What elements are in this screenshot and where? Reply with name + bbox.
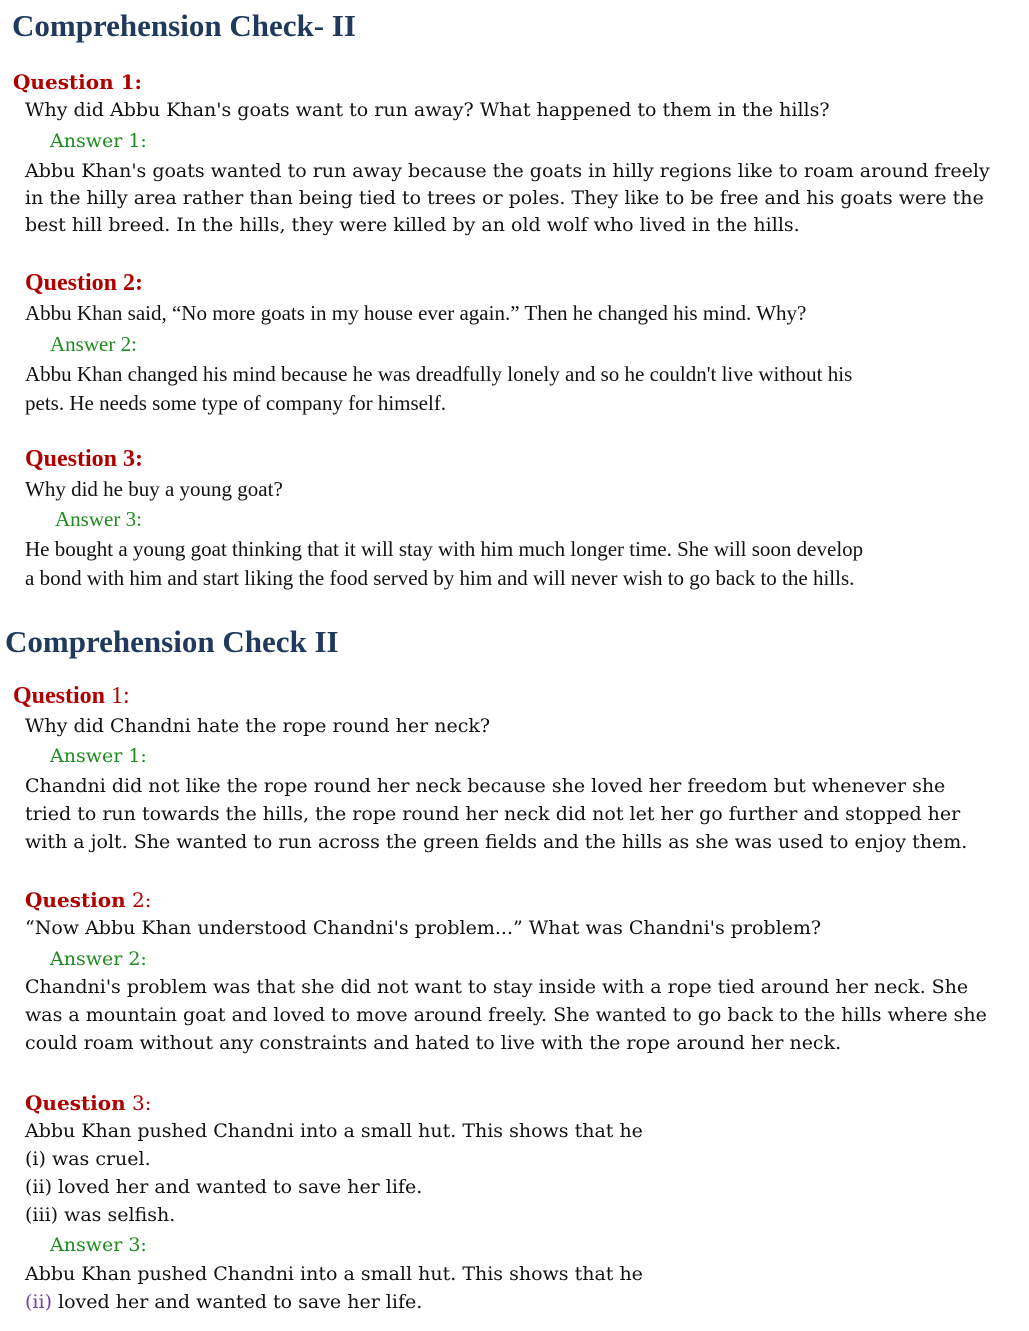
- s1-question-2-label: Question 2:: [25, 270, 144, 296]
- s1-answer-1-line-3: best hill breed. In the hills, they were killed by an old wolf who lived in the hills.: [25, 214, 800, 236]
- s1-question-1-label: Question 1:: [13, 70, 142, 94]
- s1-answer-2-line-2: pets. He needs some type of company for himself.: [25, 391, 447, 415]
- s1-answer-1-line-2: in the hilly area rather than being tied to trees or poles. They like to be free and his goats were the: [25, 187, 984, 209]
- s2-question-3-option-2: (ii) loved her and wanted to save her life.: [25, 1176, 423, 1198]
- s2-answer-2-line-3: could roam without any constraints and hated to live with the rope around her neck.: [25, 1032, 842, 1054]
- s2-question-2-label-num: 2:: [125, 888, 152, 912]
- s2-answer-3-option-mark: (ii): [25, 1291, 52, 1313]
- s2-answer-3-line-2: [25, 1291, 422, 1313]
- s2-question-1-label-num: 1:: [105, 683, 130, 709]
- s2-question-3-label: [25, 1091, 152, 1115]
- s2-question-2-label: [25, 888, 152, 912]
- s2-question-1-label: [13, 683, 130, 710]
- s1-answer-2-line-1: Abbu Khan changed his mind because he was dreadfully lonely and so he couldn't live without his: [25, 362, 853, 386]
- s2-question-3-option-1: (i) was cruel.: [25, 1148, 151, 1170]
- s2-question-1-label-word: Question: [13, 683, 106, 709]
- s2-question-3-line-1: Abbu Khan pushed Chandni into a small hut. This shows that he: [25, 1120, 643, 1142]
- s2-question-3-label-word: Question: [25, 1091, 126, 1115]
- s2-answer-3-option-text: loved her and wanted to save her life.: [51, 1291, 423, 1313]
- s2-question-3-label-num: 3:: [125, 1091, 152, 1115]
- s1-answer-3-line-2: a bond with him and start liking the food served by him and will never wish to go back to the hills.: [25, 566, 855, 590]
- s2-answer-2-line-1: Chandni's problem was that she did not want to stay inside with a rope tied around her neck. She: [25, 976, 969, 998]
- section-2-title: Comprehension Check II: [5, 624, 339, 659]
- s2-answer-3-label: Answer 3:: [50, 1234, 147, 1256]
- s1-question-2-text: Abbu Khan said, “No more goats in my house ever again.” Then he changed his mind. Why?: [25, 301, 807, 325]
- s2-answer-2-label: Answer 2:: [50, 948, 147, 970]
- s2-answer-1-label: Answer 1:: [50, 745, 147, 767]
- s2-answer-2-line-2: was a mountain goat and loved to move around freely. She wanted to go back to the hills where she: [25, 1004, 987, 1026]
- s1-answer-1-line-1: Abbu Khan's goats wanted to run away because the goats in hilly regions like to roam around freely: [25, 160, 990, 182]
- s2-answer-1-line-1: Chandni did not like the rope round her neck because she loved her freedom but whenever she: [25, 775, 946, 797]
- s1-question-3-label: Question 3:: [25, 446, 144, 472]
- s1-answer-3-label: Answer 3:: [55, 507, 142, 531]
- s1-question-3-text: Why did he buy a young goat?: [25, 477, 283, 501]
- s1-answer-1-label: Answer 1:: [50, 130, 147, 152]
- section-1-title: Comprehension Check- II: [12, 8, 356, 43]
- s1-answer-2-label: Answer 2:: [50, 332, 137, 356]
- s2-answer-1-line-2: tried to run towards the hills, the rope round her neck did not let her go further and stopped her: [25, 803, 961, 825]
- s2-answer-1-line-3: with a jolt. She wanted to run across the green fields and the hills as she was used to enjoy them.: [25, 831, 968, 853]
- s1-answer-3-line-1: He bought a young goat thinking that it will stay with him much longer time. She will soon develop: [25, 537, 864, 561]
- s2-question-2-text: “Now Abbu Khan understood Chandni's problem...” What was Chandni's problem?: [25, 917, 822, 939]
- s2-question-1-text: Why did Chandni hate the rope round her neck?: [25, 715, 491, 737]
- s2-question-2-label-word: Question: [25, 888, 126, 912]
- s2-question-3-option-3: (iii) was selfish.: [25, 1204, 176, 1226]
- s2-answer-3-line-1: Abbu Khan pushed Chandni into a small hut. This shows that he: [25, 1263, 643, 1285]
- s1-question-1-text: Why did Abbu Khan's goats want to run away? What happened to them in the hills?: [25, 99, 830, 121]
